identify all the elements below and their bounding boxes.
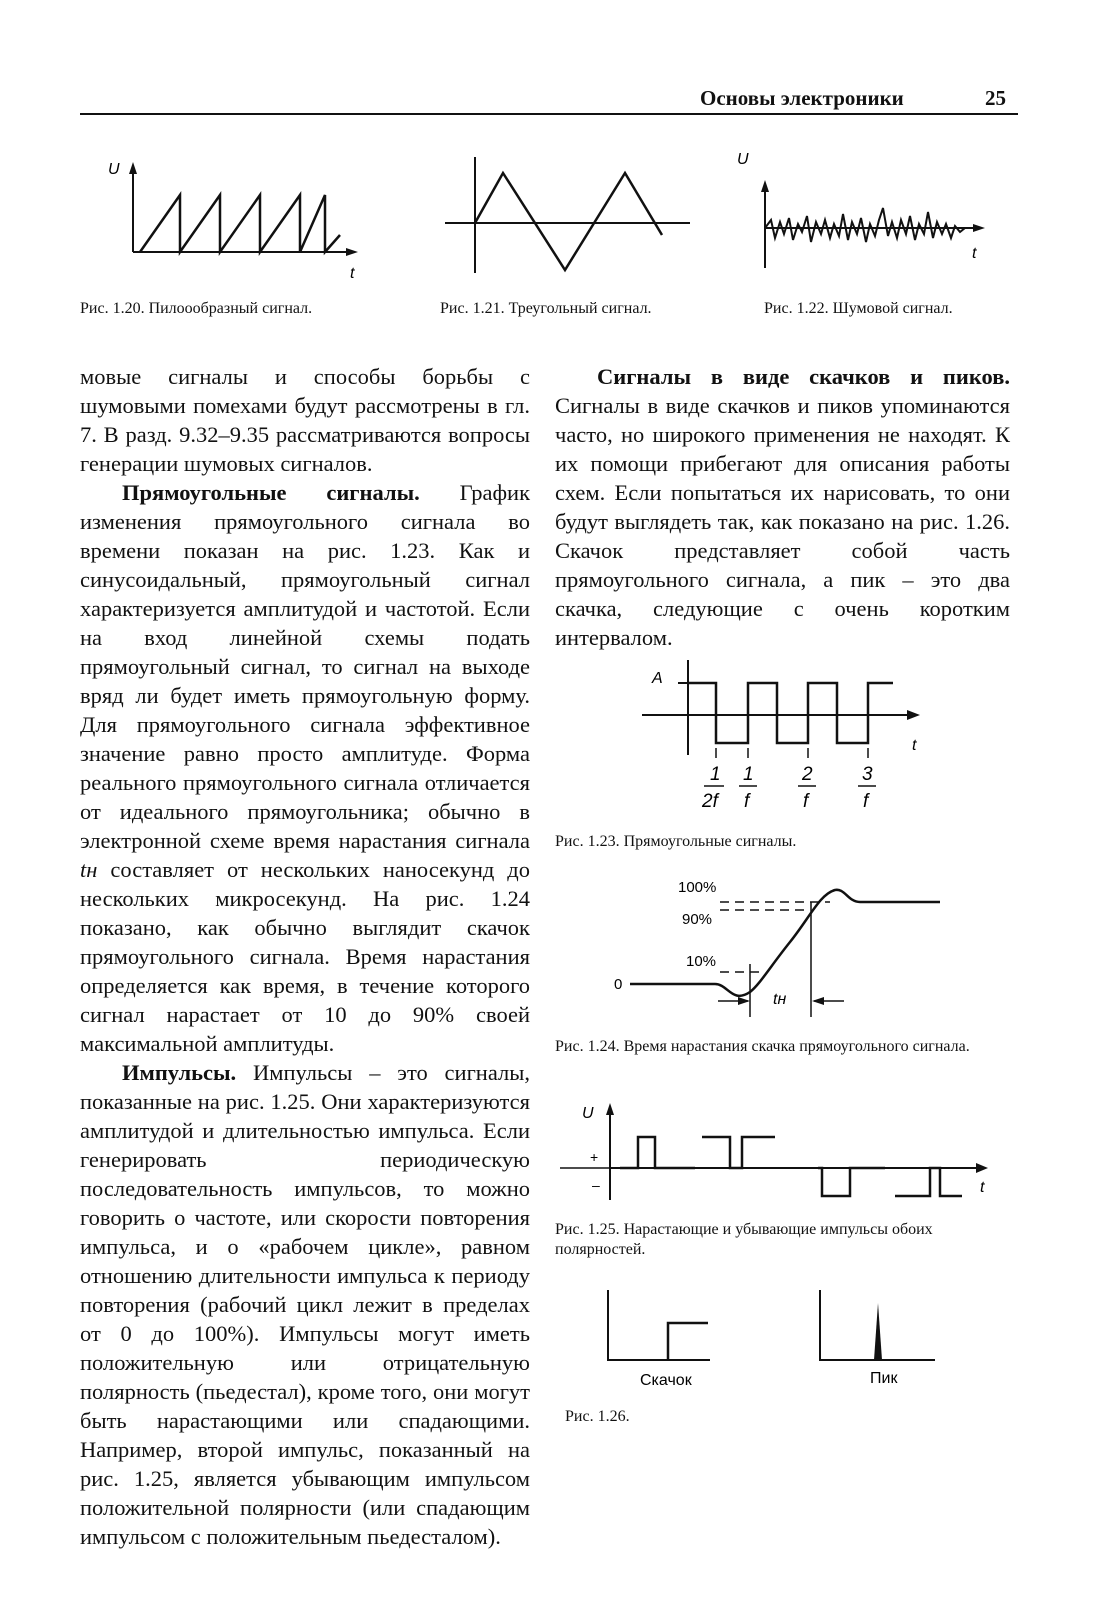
fig-1-20-sawtooth xyxy=(100,160,370,285)
paragraph-2-tn: tн xyxy=(80,857,98,882)
fig-1-21-triangle xyxy=(440,155,690,280)
fig-1-24-caption: Рис. 1.24. Время нарастания скачка прямоугольного сигнала. xyxy=(555,1038,970,1055)
fig-1-23-square-wave xyxy=(640,655,940,825)
fig-1-22-caption: Рис. 1.22. Шумовой сигнал. xyxy=(764,300,953,317)
x-label: t xyxy=(972,245,977,262)
fig-1-26-caption: Рис. 1.26. xyxy=(565,1408,630,1425)
pulse-negative-rising xyxy=(895,1168,962,1196)
tick-3-den: f xyxy=(803,791,809,812)
square-wave xyxy=(688,683,893,743)
plus-label: + xyxy=(590,1149,599,1165)
step-axes xyxy=(608,1290,710,1360)
y-label: U xyxy=(737,151,749,168)
x-label: t xyxy=(912,737,917,754)
fig-1-25-caption: Рис. 1.25. Нарастающие и убывающие импульсы обоих полярностей. xyxy=(555,1221,933,1258)
paragraph-3 xyxy=(80,1058,530,1551)
paragraph-right-body: Сигналы в виде скачков и пиков упоминаются часто, но широкого применения не находят. К их помощи прибегают для описания работы схем. Если попытаться их нарисовать, то они будут выглядеть так, как показано на рис. 1.26. Скачок представляет собой часть прямоугольного сигнала, а пик – это два скачка, следующие с очень коротким интервалом. xyxy=(555,393,1010,650)
right-column xyxy=(555,362,1010,652)
fig-1-24-rise-time xyxy=(610,872,950,1022)
heading-steps-spikes: Сигналы в виде скачков и пиков. xyxy=(597,364,1010,389)
tick-2-num: 1 xyxy=(743,764,754,785)
step-label: Скачок xyxy=(640,1372,692,1389)
paragraph-2 xyxy=(80,478,530,1058)
zero-label: 0 xyxy=(614,976,623,993)
fig-1-21-caption: Рис. 1.21. Треугольный сигнал. xyxy=(440,300,652,317)
y-axis-arrow xyxy=(129,162,137,174)
step-signal xyxy=(668,1323,708,1360)
spike-label: Пик xyxy=(870,1370,898,1387)
triangle-wave xyxy=(475,173,662,270)
tick-1-den: 2f xyxy=(702,791,718,812)
paragraph-1: мовые сигналы и способы борьбы с шумовыми помехами будут рассмотрены в гл. 7. В разд. 9.32–9.35 рассматриваются вопросы генерации шумовых сигналов. xyxy=(80,364,530,476)
arrow-left-head xyxy=(738,997,750,1005)
y-axis-arrow xyxy=(761,180,769,192)
tick-3-num: 2 xyxy=(802,764,813,785)
spike-signal xyxy=(874,1303,882,1360)
tick-1-num: 1 xyxy=(710,764,721,785)
arrow-right-head xyxy=(812,997,824,1005)
fig-1-20-caption: Рис. 1.20. Пилоообразный сигнал. xyxy=(80,300,313,317)
x-axis-arrow xyxy=(346,248,358,256)
tn-label: tн xyxy=(773,991,787,1008)
paragraph-2-tail: составляет от нескольких наносекунд до нескольких микросекунд. На рис. 1.24 показано, как обычно выглядит скачок прямоугольного сигнала. Время нарастания определяется как время, в течение которого сигнал нарастает от 10 до 90% своей максимальной амплитуды. xyxy=(80,857,530,1056)
fig-1-22-noise xyxy=(735,150,1005,275)
tick-2-den: f xyxy=(744,791,750,812)
fig-1-23-caption: Рис. 1.23. Прямоугольные сигналы. xyxy=(555,833,797,850)
running-header-title: Основы электроники xyxy=(700,86,904,110)
level-10-label: 10% xyxy=(686,953,717,970)
noise-trace xyxy=(765,208,965,242)
sawtooth-wave xyxy=(140,195,340,252)
paragraph-3-body: Импульсы – это сигналы, показанные на рис. 1.25. Они характеризуются амплитудой и длительностью импульса. Если генерировать периодическую последовательность импульсов, то можно говорить о частоте, или скорости повторения импульса, и о «рабочем цикле», равном отношению длительности импульса к периоду повторения (рабочий цикл лежит в пределах от 0 до 100%). Импульсы могут иметь положительную или отрицательную полярность (пьедестал), кроме того, они могут быть нарастающими или спадающими. Например, второй импульс, показанный на рис. 1.25, является убывающим импульсом положительной полярности (или спадающим импульсом с положительным пьедесталом). xyxy=(80,1060,530,1549)
fig-1-26-step-spike xyxy=(600,1285,960,1400)
left-column xyxy=(80,362,530,1551)
rise-curve xyxy=(630,890,940,996)
y-label: A xyxy=(652,670,663,687)
x-label: t xyxy=(350,265,355,282)
y-label: U xyxy=(582,1105,594,1122)
minus-label: – xyxy=(592,1177,600,1193)
heading-pulses: Импульсы. xyxy=(122,1060,237,1085)
fig-1-25-pulses xyxy=(560,1100,1000,1210)
y-label: U xyxy=(108,161,120,178)
tick-4-num: 3 xyxy=(862,764,873,785)
pulse-positive-falling xyxy=(702,1137,775,1168)
x-label: t xyxy=(980,1179,985,1196)
paragraph-right xyxy=(555,362,1010,652)
x-axis-arrow xyxy=(976,1163,988,1173)
level-90-label: 90% xyxy=(682,911,713,928)
x-axis-arrow xyxy=(973,224,985,232)
header-rule xyxy=(80,113,1018,115)
x-axis-arrow xyxy=(907,710,920,720)
tick-4-den: f xyxy=(863,791,869,812)
level-100-label: 100% xyxy=(678,879,717,896)
paragraph-2-body: График изменения прямоугольного сигнала во времени показан на рис. 1.23. Как и синусоидальный, прямоугольный сигнал характеризуется амплитудой и частотой. Если на вход линейной схемы подать прямоугольный сигнал, то сигнал на выходе вряд ли будет иметь прямоугольную форму. Для прямоугольного сигнала эффективное значение равно просто амплитуде. Форма реального прямоугольного сигнала отличается от идеального прямоугольника; обычно в электронной схеме время нарастания сигнала xyxy=(80,480,530,853)
pulse-negative-falling xyxy=(818,1168,885,1196)
y-axis-arrow xyxy=(606,1103,614,1115)
page-number: 25 xyxy=(985,86,1006,110)
pulse-positive-rising xyxy=(620,1137,695,1168)
heading-rectangular: Прямоугольные сигналы. xyxy=(122,480,420,505)
